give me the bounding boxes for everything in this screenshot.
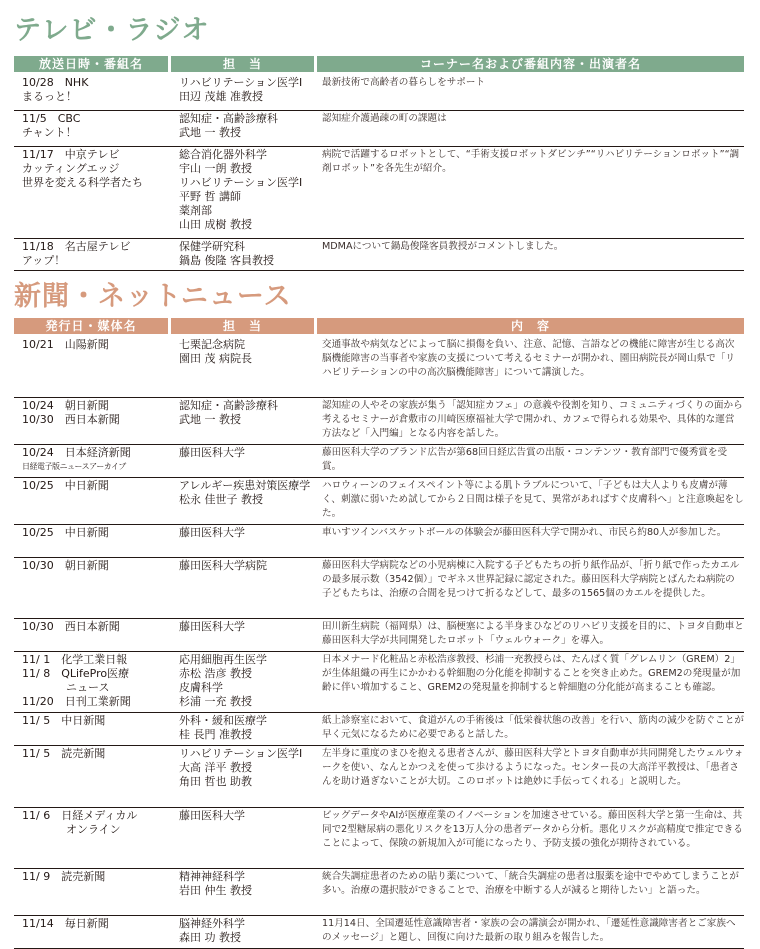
publication-cell: 11/ 5 読売新聞	[14, 746, 171, 808]
content-cell: 認知症介護過疎の町の課題は	[317, 111, 744, 147]
content-cell: ビッグデータやAIが医療産業のイノベーションを加速させている。藤田医科大学と第一生命は、共同で2型糖尿病の悪化リスクを13万人分の患者データから分析。悪化リスクが高精度で推定できることによって、保険の新規加入が可能になったり、予防支援の強化が期待されている。	[317, 808, 744, 869]
tv-header-content: コーナー名および番組内容・出演者名	[317, 56, 744, 72]
staff-cell: 保健学研究科 鍋島 俊隆 客員教授	[171, 239, 317, 271]
table-row	[14, 525, 744, 558]
table-row	[14, 75, 744, 111]
staff-cell: 藤田医科大学病院	[171, 558, 317, 619]
table-row	[14, 337, 744, 398]
content-cell: 車いすツインバスケットボールの体験会が藤田医科大学で開かれ、市民ら約80人が参加した。	[317, 525, 744, 558]
tv-header-staff: 担 当	[171, 56, 314, 72]
staff-cell: 七栗記念病院 園田 茂 病院長	[171, 337, 317, 398]
broadcast-cell: 11/18 名古屋テレビ アップ！	[14, 239, 171, 271]
broadcast-cell: 11/5 CBC チャント！	[14, 111, 171, 147]
broadcast-cell: 10/28 NHK まるっと！	[14, 75, 171, 111]
news-table	[14, 337, 744, 949]
publication-cell: 10/24 朝日新聞 10/30 西日本新聞	[14, 398, 171, 445]
table-row	[14, 147, 744, 239]
content-cell: 日本メナード化粧品と赤松浩彦教授、杉浦一充教授らは、たんぱく質「グレムリン（GREM）2」が生体組織の再生にかかわる幹細胞の分化能を抑制することを突き止めた。GREM2の発現量が加齢に伴い増加すること、GREM2の発現量を抑制すると幹細胞の分化能が高まることも確認。	[317, 652, 744, 713]
publication-archive-text: 日経電子版ニュースアーカイブ	[22, 462, 126, 471]
table-row	[14, 808, 744, 869]
staff-cell: 認知症・高齢診療科 武地 一 教授	[171, 398, 317, 445]
content-cell: MDMAについて鍋島俊隆客員教授がコメントしました。	[317, 239, 744, 271]
publication-cell: 10/30 朝日新聞	[14, 558, 171, 619]
table-row	[14, 478, 744, 525]
broadcast-cell: 11/17 中京テレビ カッティングエッジ 世界を変える科学者たち	[14, 147, 171, 239]
news-header-publication: 発行日・媒体名	[14, 318, 168, 334]
content-cell: 田川新生病院（福岡県）は、脳梗塞による半身まひなどのリハビリ支援を目的に、トヨタ自動車と藤田医科大学が共同開発したロボット「ウェルウォーク」を導入。	[317, 619, 744, 652]
publication-cell: 11/ 5 中日新聞	[14, 713, 171, 746]
staff-cell: 精神神経科学 岩田 仲生 教授	[171, 869, 317, 916]
staff-cell: 脳神経外科学 森田 功 教授	[171, 916, 317, 949]
publication-cell	[14, 445, 171, 478]
publication-cell: 10/25 中日新聞	[14, 525, 171, 558]
content-cell: 病院で活躍するロボットとして、“手術支援ロボットダビンチ”“リハビリテーションロボット”“調剤ロボット”を各先生が紹介。	[317, 147, 744, 239]
content-cell: 認知症の人やその家族が集う「認知症カフェ」の意義や役割を知り、コミュニティづくりの面から考えるセミナーが倉敷市の川崎医療福祉大学で開かれ、カフェで得られる効果や、具体的な運営方法など「入門編」となる内容を話した。	[317, 398, 744, 445]
tv-radio-section-title: テレビ・ラジオ	[14, 15, 210, 46]
content-cell: 11月14日、全国遷延性意識障害者・家族の会の講演会が開かれ、「遷延性意識障害者とご家族へのメッセージ」と題し、回復に向けた最新の取り組みを報告した。	[317, 916, 744, 949]
content-cell: 藤田医科大学のブランド広告が第68回日経広告賞の出版・コンテンツ・教育部門で優秀賞を受賞。	[317, 445, 744, 478]
table-row	[14, 239, 744, 271]
table-row	[14, 652, 744, 713]
news-header-content: 内 容	[317, 318, 744, 334]
tv-radio-table	[14, 75, 744, 271]
table-row	[14, 746, 744, 808]
publication-cell: 10/25 中日新聞	[14, 478, 171, 525]
table-row	[14, 713, 744, 746]
table-row	[14, 398, 744, 445]
staff-cell: 藤田医科大学	[171, 525, 317, 558]
staff-cell: リハビリテーション医学Ⅰ 田辺 茂雄 准教授	[171, 75, 317, 111]
staff-cell: 外科・緩和医療学 桂 長門 准教授	[171, 713, 317, 746]
publication-cell: 11/ 9 読売新聞	[14, 869, 171, 916]
table-row	[14, 619, 744, 652]
publication-text: 10/24 日本経済新聞	[22, 446, 131, 459]
publication-cell: 10/21 山陽新聞	[14, 337, 171, 398]
content-cell: 紙上診察室において、食道がんの手術後は「低栄養状態の改善」を行い、筋肉の減少を防ぐことが早く元気になるために必要であると話した。	[317, 713, 744, 746]
staff-cell: アレルギー疾患対策医療学 松永 佳世子 教授	[171, 478, 317, 525]
content-cell: 交通事故や病気などによって脳に損傷を負い、注意、記憶、言語などの機能に障害が生じる高次脳機能障害の当事者や家族の支援について考えるセミナーが開かれ、園田病院長が岡山県で「リハビリテーションの中の高次脳機能障害」について講演した。	[317, 337, 744, 398]
table-row	[14, 558, 744, 619]
table-row	[14, 869, 744, 916]
table-row	[14, 111, 744, 147]
content-cell: 左半身に重度のまひを抱える患者さんが、藤田医科大学とトヨタ自動車が共同開発したウェルウォークを使い、なんとかつえを使って歩けるようになった。センター長の大高洋平教授は、「患者さんを助け過ぎないことが大切。このロボットは絶妙に手伝ってくれる」と説明した。	[317, 746, 744, 808]
content-cell: 最新技術で高齢者の暮らしをサポート	[317, 75, 744, 111]
publication-cell: 11/ 6 日経メディカル オンライン	[14, 808, 171, 869]
news-header-staff: 担 当	[171, 318, 314, 334]
content-cell: ハロウィーンのフェイスペイント等による肌トラブルについて、「子どもは大人よりも皮膚が薄く、刺激に弱いため試してから２日間は様子を見て、異常があればすぐ皮膚科へ」と注意喚起をした。	[317, 478, 744, 525]
staff-cell: 認知症・高齢診療科 武地 一 教授	[171, 111, 317, 147]
tv-header-broadcast: 放送日時・番組名	[14, 56, 168, 72]
publication-cell: 10/30 西日本新聞	[14, 619, 171, 652]
content-cell: 藤田医科大学病院などの小児病棟に入院する子どもたちの折り紙作品が、「折り紙で作ったカエルの最多展示数（3542個）」でギネス世界記録に認定された。藤田医科大学病院とばんたね病院の子どもたちは、治療の合間を見つけて折るなどして、最多の1565個のカエルを提供した。	[317, 558, 744, 619]
news-section-title: 新聞・ネットニュース	[14, 281, 292, 312]
staff-cell: 総合消化器外科学 宇山 一朗 教授 リハビリテーション医学Ⅰ 平野 哲 講師 薬剤部 山田 成樹 教授	[171, 147, 317, 239]
staff-cell: 藤田医科大学	[171, 619, 317, 652]
publication-cell: 11/14 毎日新聞	[14, 916, 171, 949]
staff-cell: 応用細胞再生医学 赤松 浩彦 教授 皮膚科学 杉浦 一充 教授	[171, 652, 317, 713]
table-row	[14, 445, 744, 478]
staff-cell: リハビリテーション医学Ⅰ 大高 洋平 教授 角田 哲也 助教	[171, 746, 317, 808]
staff-cell: 藤田医科大学	[171, 808, 317, 869]
content-cell: 統合失調症患者のための貼り薬について、「統合失調症の患者は服薬を途中でやめてしまうことが多い。治療の選択肢ができることで、治療を中断する人が減ると期待したい」と語った。	[317, 869, 744, 916]
table-row	[14, 916, 744, 949]
staff-cell: 藤田医科大学	[171, 445, 317, 478]
publication-cell: 11/ 1 化学工業日報 11/ 8 QLifePro医療 ニュース 11/20 日刊工業新聞	[14, 652, 171, 713]
